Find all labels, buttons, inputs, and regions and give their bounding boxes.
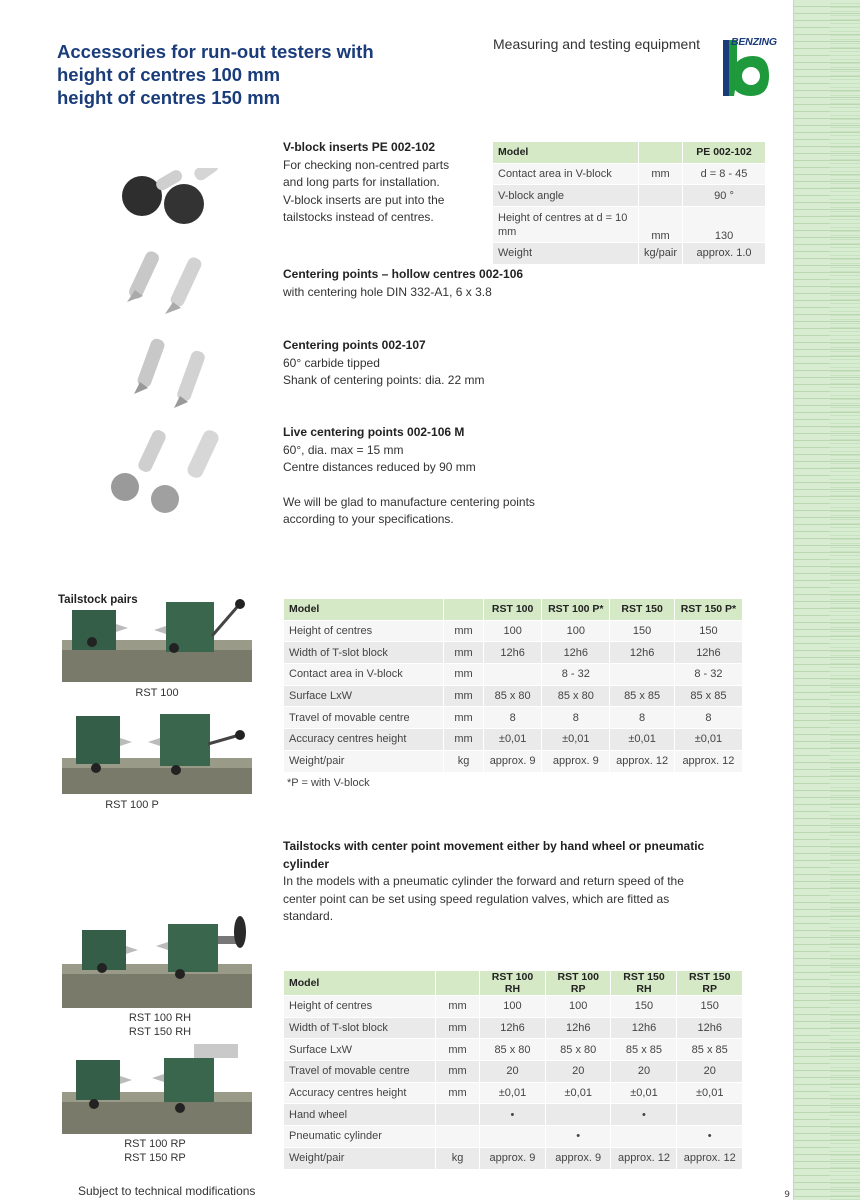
table-cell: approx. 12	[611, 1147, 677, 1169]
hollow-centre-description	[283, 266, 743, 301]
table-cell: approx. 1.0	[683, 243, 766, 265]
table-cell	[436, 1126, 480, 1148]
desc-line: Centre distances reduced by 90 mm	[283, 460, 476, 474]
table-cell: mm	[444, 642, 484, 664]
desc-line: 60°, dia. max = 15 mm	[283, 442, 404, 457]
table-cell: 12h6	[610, 642, 675, 664]
table-cell: ±0,01	[674, 729, 742, 751]
table-cell: Hand wheel	[284, 1104, 436, 1126]
rst100-image	[62, 596, 252, 682]
table-cell: 8	[674, 707, 742, 729]
handwheel-title: Tailstocks with center point movement either by hand wheel or pneumatic cylinder	[283, 839, 705, 871]
table-cell: •	[480, 1104, 546, 1126]
table-cell: 85 x 85	[677, 1039, 743, 1061]
table-cell: approx. 12	[674, 750, 742, 772]
table-cell: 8 - 32	[674, 664, 742, 686]
table-cell: ±0,01	[610, 729, 675, 751]
hollow-centre-image	[115, 240, 215, 320]
table-cell	[480, 1126, 546, 1148]
table-cell: ±0,01	[480, 1082, 546, 1104]
rst-rp-captions	[95, 1137, 215, 1165]
table-cell: Contact area in V-block	[284, 664, 444, 686]
rst100p-image	[62, 708, 252, 794]
table-cell: 12h6	[545, 1017, 611, 1039]
table-cell: 8	[542, 707, 610, 729]
table-header: PE 002-102	[683, 142, 766, 164]
table-cell: 85 x 85	[611, 1039, 677, 1061]
table-cell: 85 x 80	[542, 685, 610, 707]
carbide-title: Centering points 002-107	[283, 338, 426, 352]
table-cell	[639, 185, 683, 207]
desc-line: standard.	[283, 909, 334, 923]
table-cell	[677, 1104, 743, 1126]
table-row	[284, 620, 743, 642]
table-cell: approx. 9	[480, 1147, 546, 1169]
table-header: Model	[284, 971, 436, 996]
table-cell	[436, 1104, 480, 1126]
vblock-title: V-block inserts PE 002-102	[283, 140, 436, 154]
table-cell: Width of T-slot block	[284, 642, 444, 664]
table-header: RST 150 RH	[611, 971, 677, 996]
table-cell: Pneumatic cylinder	[284, 1126, 436, 1148]
table-cell: 100	[480, 996, 546, 1018]
table-cell: 150	[674, 620, 742, 642]
table-row	[493, 185, 766, 207]
table-row	[284, 1104, 743, 1126]
table-cell: 100	[542, 620, 610, 642]
table-cell: 85 x 85	[610, 685, 675, 707]
table-row	[284, 664, 743, 686]
desc-line: 60° carbide tipped	[283, 355, 380, 370]
table-cell	[545, 1104, 611, 1126]
table-cell: ±0,01	[677, 1082, 743, 1104]
table-cell: 20	[545, 1061, 611, 1083]
table-cell: Weight/pair	[284, 1147, 436, 1169]
table-cell: approx. 9	[542, 750, 610, 772]
table-cell: 20	[480, 1061, 546, 1083]
hollow-title: Centering points – hollow centres 002-106	[283, 267, 524, 281]
page-title	[57, 40, 457, 109]
table-cell: •	[611, 1104, 677, 1126]
side-ruler-fine	[830, 0, 860, 1200]
table-cell: kg	[436, 1147, 480, 1169]
table-cell: ±0,01	[484, 729, 542, 751]
desc-line: center point can be set using speed regulation valves, which are fitted as	[283, 891, 670, 906]
table-cell: mm	[444, 620, 484, 642]
table-cell: 150	[611, 996, 677, 1018]
table-cell: Height of centres at d = 10 mm	[493, 207, 639, 243]
table-header	[639, 142, 683, 164]
table-row	[284, 996, 743, 1018]
table-cell: mm	[436, 1061, 480, 1083]
table-cell: Height of centres	[284, 996, 436, 1018]
table-cell: mm	[444, 685, 484, 707]
table-row	[284, 685, 743, 707]
live-centre-description	[283, 424, 743, 529]
image-caption: RST 150 RH	[128, 1026, 192, 1038]
table-cell: 20	[677, 1061, 743, 1083]
image-caption: RST 100 RH	[128, 1012, 192, 1024]
table-row	[284, 1017, 743, 1039]
table-header	[444, 599, 484, 621]
table-cell: Accuracy centres height	[284, 1082, 436, 1104]
table-cell: 85 x 80	[545, 1039, 611, 1061]
table-cell: 85 x 85	[674, 685, 742, 707]
table-row	[284, 1082, 743, 1104]
vblock-description	[283, 139, 483, 227]
table-cell: mm	[444, 729, 484, 751]
table-cell: 8	[484, 707, 542, 729]
table-cell: mm	[436, 996, 480, 1018]
vblock-spec-table	[492, 141, 766, 265]
table-cell: mm	[436, 1017, 480, 1039]
table-header: RST 150 P*	[674, 599, 742, 621]
table-row	[284, 1061, 743, 1083]
desc-line: according to your specifications.	[283, 512, 454, 526]
table-cell: Contact area in V-block	[493, 163, 639, 185]
table-cell: mm	[444, 707, 484, 729]
table-header	[436, 971, 480, 996]
tailstock-label-text: Tailstock pairs	[58, 594, 138, 606]
desc-line: We will be glad to manufacture centering points	[283, 494, 535, 509]
handwheel-description	[283, 838, 753, 926]
table-cell: 90 °	[683, 185, 766, 207]
table-cell: 130	[683, 207, 766, 243]
desc-line: with centering hole DIN 332-A1, 6 x 3.8	[283, 284, 492, 299]
image-caption: RST 100 P	[105, 799, 159, 811]
table-cell: kg/pair	[639, 243, 683, 265]
table-cell: approx. 9	[484, 750, 542, 772]
table-row	[493, 163, 766, 185]
table-row	[284, 707, 743, 729]
table-cell: Travel of movable centre	[284, 1061, 436, 1083]
table-cell: Surface LxW	[284, 1039, 436, 1061]
table-cell: V-block angle	[493, 185, 639, 207]
carbide-centre-description	[283, 337, 743, 390]
rst-rp-image	[62, 1038, 252, 1134]
table-cell: 12h6	[677, 1017, 743, 1039]
table-cell	[484, 664, 542, 686]
table-cell: kg	[444, 750, 484, 772]
table-cell: mm	[639, 207, 683, 243]
desc-line: tailstocks instead of centres.	[283, 210, 434, 224]
live-title: Live centering points 002-106 M	[283, 425, 465, 439]
header-subtitle: Measuring and testing equipment	[493, 36, 701, 52]
table-header: Model	[493, 142, 639, 164]
table-cell: Surface LxW	[284, 685, 444, 707]
rst-rh-image	[62, 912, 252, 1008]
table-cell: 12h6	[611, 1017, 677, 1039]
benzing-logo	[715, 36, 787, 100]
table-cell: 150	[677, 996, 743, 1018]
table-cell: 20	[611, 1061, 677, 1083]
desc-line: For checking non-centred parts	[283, 157, 450, 172]
table-cell: Weight/pair	[284, 750, 444, 772]
desc-line: V-block inserts are put into the	[283, 192, 445, 207]
title-line: height of centres 100 mm	[57, 64, 281, 85]
vblock-insert-image	[120, 168, 220, 228]
table-cell: Travel of movable centre	[284, 707, 444, 729]
table-cell: 150	[610, 620, 675, 642]
table-row	[493, 243, 766, 265]
table-cell: mm	[436, 1039, 480, 1061]
table-cell: 12h6	[480, 1017, 546, 1039]
image-caption: RST 100 RP	[124, 1138, 186, 1150]
table-cell: mm	[436, 1082, 480, 1104]
table-cell: d = 8 - 45	[683, 163, 766, 185]
table-cell: mm	[639, 163, 683, 185]
image-caption: RST 150 RP	[124, 1152, 186, 1164]
table-cell	[611, 1126, 677, 1148]
table-cell: •	[545, 1126, 611, 1148]
table-cell: Height of centres	[284, 620, 444, 642]
table-cell: 85 x 80	[480, 1039, 546, 1061]
table-cell: approx. 9	[545, 1147, 611, 1169]
table-cell: Weight	[493, 243, 639, 265]
table-header: RST 100 RP	[545, 971, 611, 996]
footer-note: Subject to technical modifications	[78, 1184, 256, 1198]
desc-line: Shank of centering points: dia. 22 mm	[283, 373, 485, 387]
table-cell: ±0,01	[542, 729, 610, 751]
table-cell: approx. 12	[677, 1147, 743, 1169]
table-cell: 8	[610, 707, 675, 729]
table-cell: 12h6	[484, 642, 542, 664]
desc-line: In the models with a pneumatic cylinder the forward and return speed of the	[283, 874, 684, 888]
table-header: RST 150	[610, 599, 675, 621]
table-row	[284, 1126, 743, 1148]
table-cell: ±0,01	[611, 1082, 677, 1104]
table-cell: 8 - 32	[542, 664, 610, 686]
table-cell: •	[677, 1126, 743, 1148]
table-cell: Accuracy centres height	[284, 729, 444, 751]
table-header: RST 150 RP	[677, 971, 743, 996]
table-header: RST 100 P*	[542, 599, 610, 621]
table-cell	[610, 664, 675, 686]
handwheel-spec-table	[283, 970, 743, 1170]
table-header: Model	[284, 599, 444, 621]
title-line: Accessories for run-out testers with	[57, 41, 374, 62]
table-cell: approx. 12	[610, 750, 675, 772]
table-row	[284, 729, 743, 751]
logo-text: BENZING	[731, 36, 777, 48]
table-row	[284, 1147, 743, 1169]
table-cell: ±0,01	[545, 1082, 611, 1104]
table-row	[284, 642, 743, 664]
desc-line: and long parts for installation.	[283, 175, 440, 189]
title-line: height of centres 150 mm	[57, 87, 281, 108]
table-cell: 12h6	[542, 642, 610, 664]
table-header: RST 100	[484, 599, 542, 621]
table-row	[493, 207, 766, 243]
table-cell: 12h6	[674, 642, 742, 664]
tailstock-spec-table	[283, 598, 743, 773]
table-header: RST 100 RH	[480, 971, 546, 996]
tailstock-footnote: *P = with V-block	[287, 777, 370, 789]
table-row	[284, 750, 743, 772]
table-cell: mm	[444, 664, 484, 686]
table-cell: Width of T-slot block	[284, 1017, 436, 1039]
page-number: 9	[784, 1190, 790, 1200]
table-cell: 100	[484, 620, 542, 642]
table-cell: 100	[545, 996, 611, 1018]
live-centre-image	[105, 425, 225, 515]
carbide-centre-image	[120, 330, 220, 415]
image-caption: RST 100	[135, 687, 179, 699]
table-cell: 85 x 80	[484, 685, 542, 707]
rst-rh-captions	[100, 1011, 220, 1039]
table-row	[284, 1039, 743, 1061]
